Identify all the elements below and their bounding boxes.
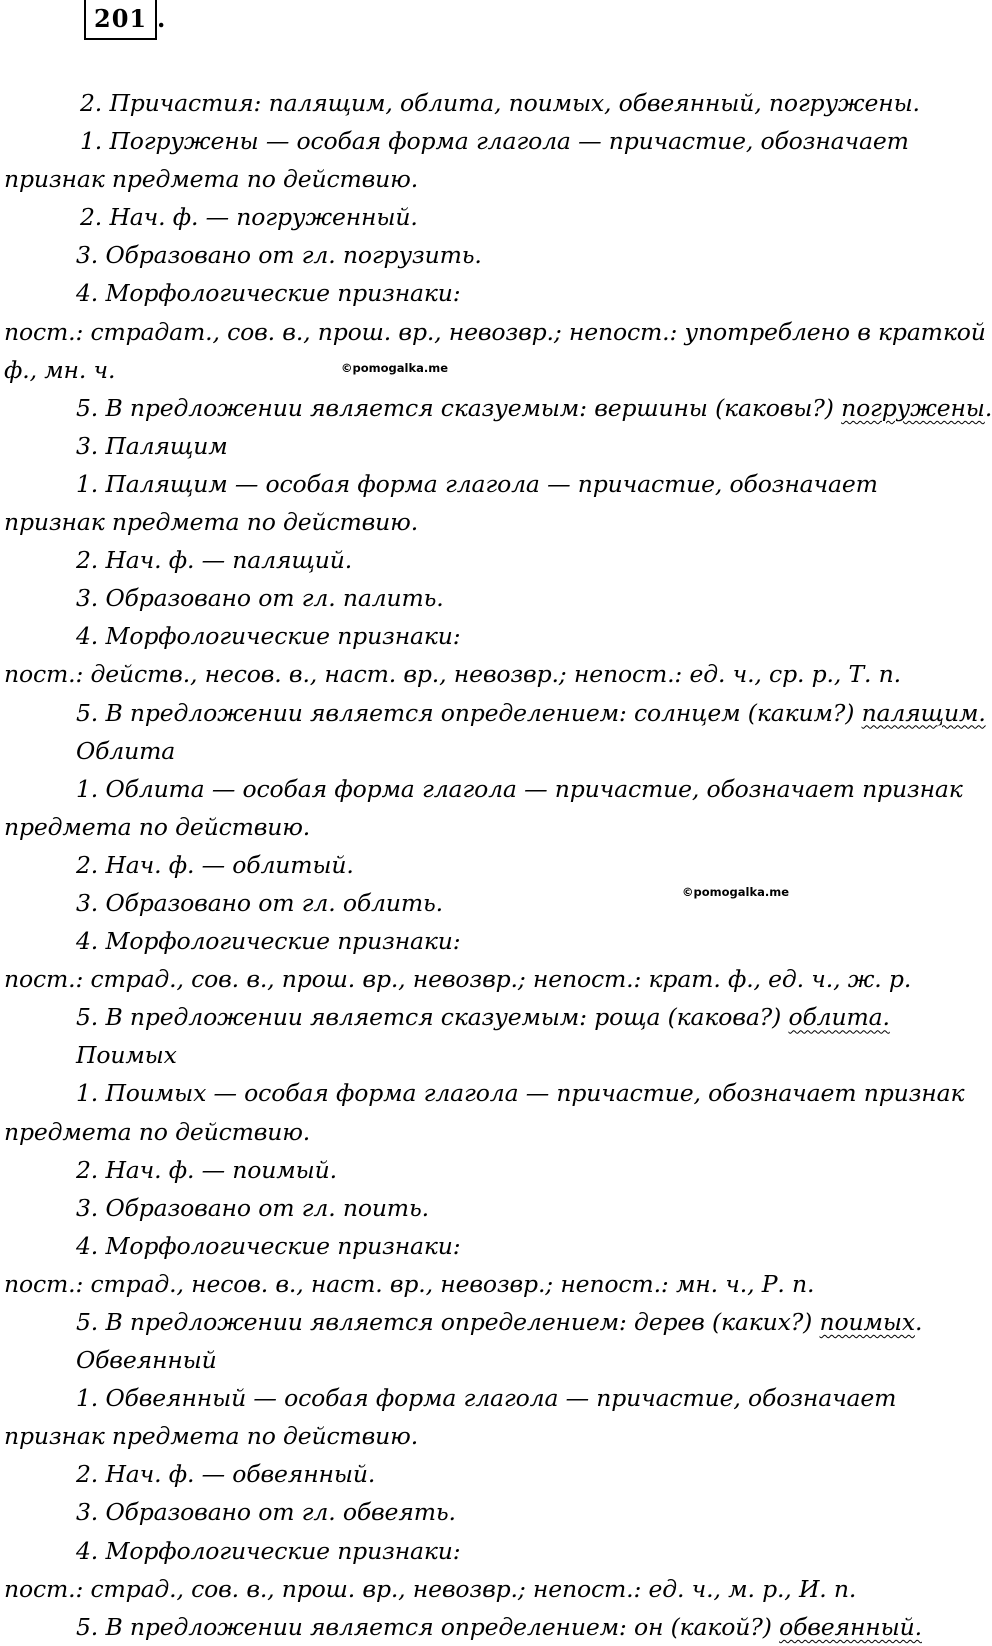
- text-span: 3. Образовано от гл. палить.: [76, 584, 444, 613]
- text-line: [0, 122, 960, 160]
- text-span: 3. Образовано от гл. обвеять.: [76, 1498, 456, 1527]
- text-span: 5. В предложении является определением: дерев (каких?): [76, 1308, 820, 1336]
- answer-text: [0, 84, 992, 1646]
- text-line: [0, 198, 960, 236]
- text-span: 2. Нач. ф. — погруженный.: [80, 203, 418, 232]
- text-line: [0, 274, 960, 312]
- text-span: Обвеянный: [76, 1346, 217, 1375]
- underlined-word: обвеянный.: [779, 1612, 922, 1641]
- text-line: [0, 655, 960, 693]
- text-line: [0, 313, 986, 351]
- underlined-word: облита.: [788, 1003, 890, 1032]
- text-line: [0, 351, 960, 389]
- text-line: [0, 960, 960, 998]
- text-line: [0, 922, 960, 960]
- exercise-number: 201: [94, 4, 148, 33]
- text-line: [0, 503, 960, 541]
- text-span: 2. Причастия: палящим, облита, поимых, обвеянный, погружены.: [80, 89, 920, 117]
- text-line: [0, 1379, 960, 1417]
- watermark: ©pomogalka.me: [682, 885, 790, 899]
- text-line: [0, 389, 992, 427]
- exercise-number-badge: [84, 0, 157, 40]
- text-span: 1. Поимых — особая форма глагола — причастие, обозначает признак: [76, 1079, 965, 1108]
- underlined-word: поимых: [819, 1308, 915, 1336]
- text-span: 1. Обвеянный — особая форма глагола — причастие, обозначает: [76, 1384, 897, 1413]
- text-line: [0, 808, 960, 846]
- text-span: Облита: [76, 736, 176, 765]
- text-span: пост.: действ., несов. в., наст. вр., невозвр.; непост.: ед. ч., ср. р., Т. п.: [4, 660, 901, 689]
- text-span: 3. Образовано от гл. поить.: [76, 1193, 429, 1222]
- text-span: 4. Морфологические признаки:: [76, 927, 461, 956]
- text-span: пост.: страд., сов. в., прош. вр., невозвр.; непост.: крат. ф., ед. ч., ж. р.: [4, 965, 912, 994]
- text-span: 1. Погружены — особая форма глагола — причастие, обозначает: [80, 127, 909, 156]
- text-line: [0, 1570, 960, 1608]
- text-span: предмета по действию.: [4, 1117, 311, 1146]
- text-line: [0, 617, 960, 655]
- text-line: [0, 1417, 960, 1455]
- text-line: [0, 579, 960, 617]
- text-line: [0, 1113, 960, 1151]
- text-span: 1. Облита — особая форма глагола — причастие, обозначает признак: [76, 774, 963, 803]
- text-span: .: [984, 393, 992, 422]
- text-line: [0, 732, 960, 770]
- underlined-word: погружены: [841, 393, 985, 422]
- text-span: 2. Нач. ф. — палящий.: [76, 546, 353, 575]
- text-span: признак предмета по действию.: [4, 508, 419, 537]
- text-span: признак предмета по действию.: [4, 1422, 419, 1451]
- text-span: признак предмета по действию.: [4, 165, 419, 194]
- text-line: [0, 1189, 960, 1227]
- text-line: [0, 1303, 960, 1341]
- text-span: Поимых: [76, 1041, 177, 1070]
- text-line: [0, 465, 960, 503]
- text-span: 3. Образовано от гл. облить.: [76, 888, 443, 917]
- text-span: 3. Образовано от гл. погрузить.: [76, 241, 482, 270]
- text-line: [0, 998, 960, 1036]
- text-line: [0, 160, 960, 198]
- text-span: 4. Морфологические признаки:: [76, 279, 461, 308]
- text-span: 5. В предложении является определением: солнцем (каким?): [76, 698, 862, 727]
- text-span: 2. Нач. ф. — обвеянный.: [76, 1460, 376, 1489]
- text-line: [0, 1455, 960, 1493]
- text-line: [0, 884, 960, 922]
- text-line: [0, 1493, 960, 1531]
- text-line: [0, 770, 963, 808]
- text-line: [0, 1074, 965, 1112]
- text-line: [0, 1151, 960, 1189]
- text-span: 5. В предложении является сказуемым: роща (какова?): [76, 1003, 789, 1032]
- watermark: ©pomogalka.me: [341, 361, 449, 375]
- text-span: пост.: страд., сов. в., прош. вр., невозвр.; непост.: ед. ч., м. р., И. п.: [4, 1574, 857, 1603]
- text-span: 1. Палящим — особая форма глагола — причастие, обозначает: [76, 469, 878, 498]
- text-span: 2. Нач. ф. — поимый.: [76, 1155, 337, 1184]
- text-line: [0, 84, 960, 122]
- text-span: 3. Палящим: [76, 431, 228, 460]
- exercise-number-dot: .: [157, 4, 166, 33]
- text-span: 2. Нач. ф. — облитый.: [76, 850, 354, 879]
- text-line: [0, 1608, 960, 1646]
- text-line: [0, 694, 986, 732]
- text-span: 5. В предложении является сказуемым: вершины (каковы?): [76, 393, 842, 422]
- text-line: [0, 846, 960, 884]
- text-line: [0, 427, 960, 465]
- underlined-word: палящим.: [861, 698, 986, 727]
- text-span: 4. Морфологические признаки:: [76, 622, 461, 651]
- text-line: [0, 1265, 960, 1303]
- text-span: 5. В предложении является определением: он (какой?): [76, 1612, 780, 1641]
- text-line: [0, 1341, 960, 1379]
- text-span: .: [914, 1308, 923, 1336]
- text-line: [0, 1227, 960, 1265]
- text-span: 4. Морфологические признаки:: [76, 1231, 461, 1260]
- text-line: [0, 541, 960, 579]
- text-line: [0, 236, 960, 274]
- text-line: [0, 1532, 960, 1570]
- text-line: [0, 1036, 960, 1074]
- text-span: 4. Морфологические признаки:: [76, 1536, 461, 1565]
- text-span: пост.: страд., несов. в., наст. вр., невозвр.; непост.: мн. ч., Р. п.: [4, 1269, 815, 1298]
- text-span: пост.: страдат., сов. в., прош. вр., невозвр.; непост.: употреблено в краткой: [4, 317, 986, 346]
- text-span: предмета по действию.: [4, 812, 311, 841]
- text-span: ф., мн. ч.: [4, 355, 116, 384]
